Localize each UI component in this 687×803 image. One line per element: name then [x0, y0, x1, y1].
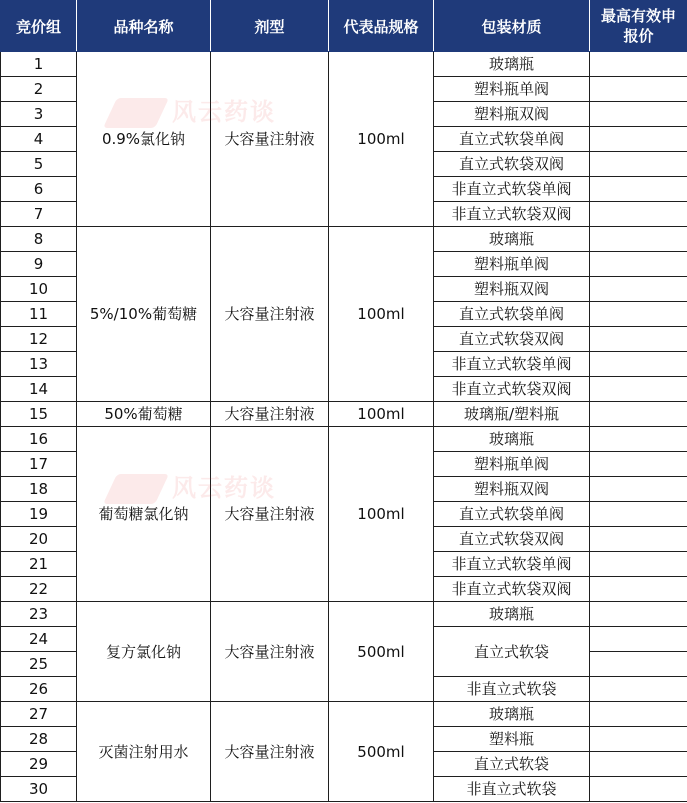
package-material: 玻璃瓶/塑料瓶	[434, 402, 590, 427]
price-cell	[590, 152, 687, 177]
group-number: 5	[1, 152, 77, 177]
package-material: 直立式软袋单阀	[434, 127, 590, 152]
price-cell	[590, 702, 687, 727]
package-material: 塑料瓶双阀	[434, 102, 590, 127]
header-group: 竞价组	[1, 1, 77, 52]
price-cell	[590, 627, 687, 652]
spec: 100ml	[329, 402, 434, 427]
package-material: 直立式软袋双阀	[434, 152, 590, 177]
group-number: 2	[1, 77, 77, 102]
package-material: 非直立式软袋	[434, 777, 590, 802]
price-cell	[590, 302, 687, 327]
package-material: 塑料瓶单阀	[434, 77, 590, 102]
spec: 100ml	[329, 52, 434, 227]
price-cell	[590, 727, 687, 752]
group-number: 23	[1, 602, 77, 627]
price-cell	[590, 427, 687, 452]
dosage-form: 大容量注射液	[211, 602, 329, 702]
header-price-line2: 报价	[623, 27, 654, 45]
package-material: 非直立式软袋双阀	[434, 577, 590, 602]
price-cell	[590, 102, 687, 127]
price-cell	[590, 402, 687, 427]
package-material: 玻璃瓶	[434, 227, 590, 252]
header-spec: 代表品规格	[329, 1, 434, 52]
group-number: 10	[1, 277, 77, 302]
group-number: 17	[1, 452, 77, 477]
package-material: 塑料瓶单阀	[434, 252, 590, 277]
table-row	[1, 402, 687, 427]
group-number: 30	[1, 777, 77, 802]
package-material: 直立式软袋	[434, 627, 590, 677]
price-cell	[590, 327, 687, 352]
table-row	[1, 227, 687, 252]
price-cell	[590, 127, 687, 152]
watermark-text: 风云药谈	[172, 98, 276, 126]
package-material: 直立式软袋单阀	[434, 502, 590, 527]
package-material: 非直立式软袋单阀	[434, 552, 590, 577]
group-number: 27	[1, 702, 77, 727]
price-cell	[590, 77, 687, 102]
group-number: 29	[1, 752, 77, 777]
package-material: 玻璃瓶	[434, 52, 590, 77]
price-cell	[590, 452, 687, 477]
group-number: 6	[1, 177, 77, 202]
package-material: 非直立式软袋单阀	[434, 177, 590, 202]
group-number: 26	[1, 677, 77, 702]
package-material: 直立式软袋	[434, 752, 590, 777]
price-cell	[590, 352, 687, 377]
group-number: 19	[1, 502, 77, 527]
header-price	[590, 1, 687, 52]
price-cell	[590, 202, 687, 227]
price-cell	[590, 577, 687, 602]
header-price-line1: 最高有效申	[600, 7, 676, 25]
dosage-form: 大容量注射液	[211, 402, 329, 427]
spec: 100ml	[329, 427, 434, 602]
product-name: 灭菌注射用水	[77, 702, 211, 802]
group-number: 20	[1, 527, 77, 552]
product-name: 葡萄糖氯化钠	[77, 427, 211, 602]
product-name: 5%/10%葡萄糖	[77, 227, 211, 402]
product-name: 0.9%氯化钠	[77, 52, 211, 227]
watermark-text: 风云药谈	[172, 474, 276, 502]
group-number: 28	[1, 727, 77, 752]
price-cell	[590, 252, 687, 277]
package-material: 塑料瓶双阀	[434, 477, 590, 502]
table-row	[1, 427, 687, 452]
product-name: 50%葡萄糖	[77, 402, 211, 427]
price-cell	[590, 177, 687, 202]
price-cell	[590, 377, 687, 402]
price-cell	[590, 52, 687, 77]
price-cell	[590, 777, 687, 802]
group-number: 24	[1, 627, 77, 652]
package-material: 塑料瓶	[434, 727, 590, 752]
package-material: 玻璃瓶	[434, 427, 590, 452]
header-form: 剂型	[211, 1, 329, 52]
table-row	[1, 602, 687, 627]
spec: 500ml	[329, 602, 434, 702]
header-name: 品种名称	[77, 1, 211, 52]
package-material: 非直立式软袋	[434, 677, 590, 702]
group-number: 9	[1, 252, 77, 277]
package-material: 玻璃瓶	[434, 602, 590, 627]
group-number: 7	[1, 202, 77, 227]
header-package: 包装材质	[434, 1, 590, 52]
group-number: 8	[1, 227, 77, 252]
dosage-form: 大容量注射液	[211, 227, 329, 402]
price-cell	[590, 652, 687, 677]
group-number: 15	[1, 402, 77, 427]
group-number: 25	[1, 652, 77, 677]
price-cell	[590, 527, 687, 552]
price-cell	[590, 502, 687, 527]
dosage-form: 大容量注射液	[211, 52, 329, 227]
price-cell	[590, 552, 687, 577]
price-cell	[590, 227, 687, 252]
spec: 100ml	[329, 227, 434, 402]
group-number: 16	[1, 427, 77, 452]
dosage-form: 大容量注射液	[211, 702, 329, 802]
package-material: 非直立式软袋双阀	[434, 377, 590, 402]
table-body	[1, 52, 687, 802]
group-number: 21	[1, 552, 77, 577]
package-material: 塑料瓶双阀	[434, 277, 590, 302]
dosage-form: 大容量注射液	[211, 427, 329, 602]
package-material: 玻璃瓶	[434, 702, 590, 727]
group-number: 18	[1, 477, 77, 502]
group-number: 14	[1, 377, 77, 402]
table-row	[1, 702, 687, 727]
price-cell	[590, 477, 687, 502]
package-material: 非直立式软袋双阀	[434, 202, 590, 227]
table-row	[1, 52, 687, 77]
package-material: 塑料瓶单阀	[434, 452, 590, 477]
group-number: 4	[1, 127, 77, 152]
package-material: 直立式软袋双阀	[434, 327, 590, 352]
group-number: 1	[1, 52, 77, 77]
group-number: 22	[1, 577, 77, 602]
spec: 500ml	[329, 702, 434, 802]
group-number: 12	[1, 327, 77, 352]
group-number: 3	[1, 102, 77, 127]
package-material: 直立式软袋单阀	[434, 302, 590, 327]
group-number: 13	[1, 352, 77, 377]
price-cell	[590, 677, 687, 702]
package-material: 非直立式软袋单阀	[434, 352, 590, 377]
price-cell	[590, 277, 687, 302]
price-cell	[590, 602, 687, 627]
group-number: 11	[1, 302, 77, 327]
product-name: 复方氯化钠	[77, 602, 211, 702]
price-cell	[590, 752, 687, 777]
package-material: 直立式软袋双阀	[434, 527, 590, 552]
header-row	[1, 1, 687, 52]
